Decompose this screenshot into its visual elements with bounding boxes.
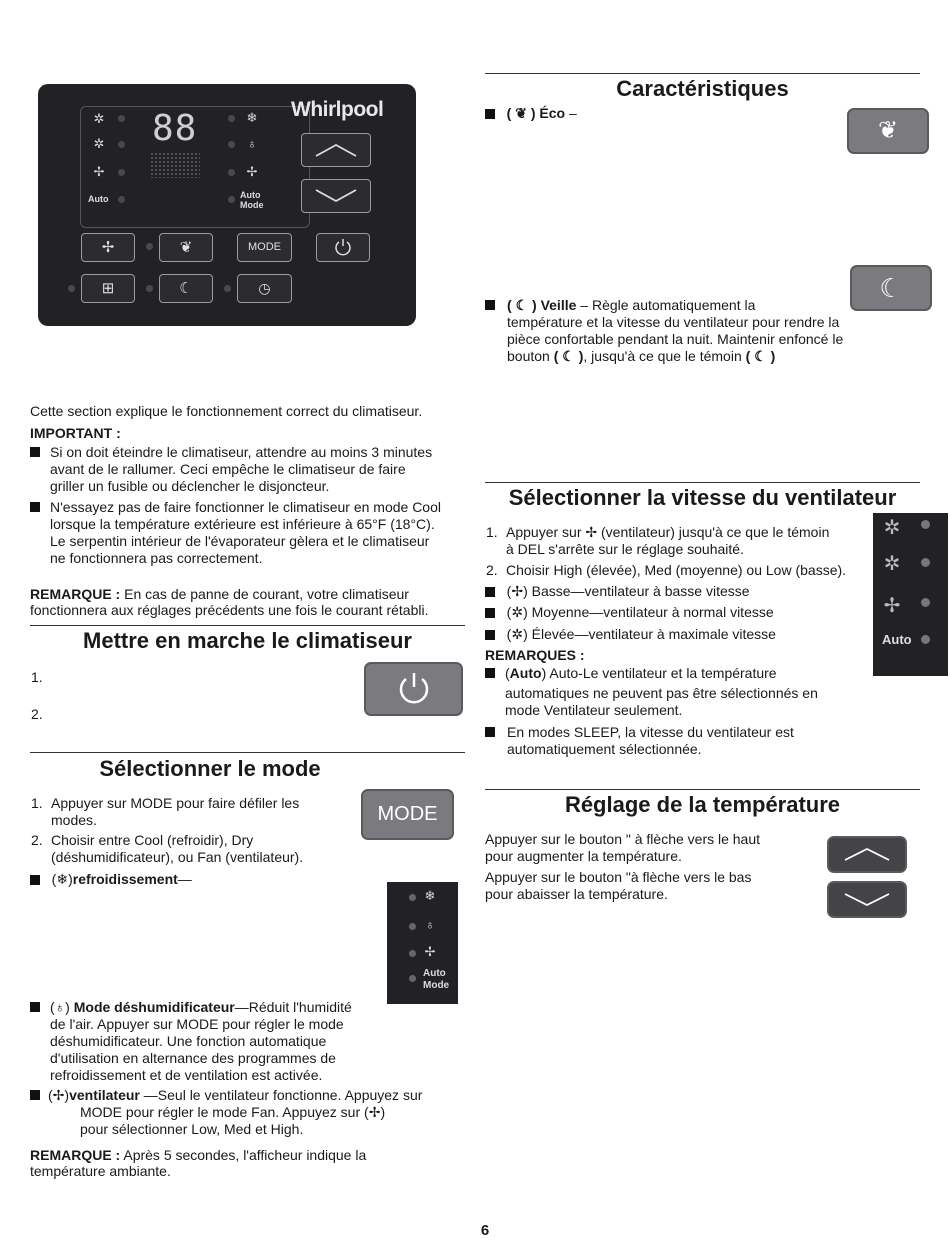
bullet-line: avant de le rallumer. Ceci empêche le climatiseur de faire xyxy=(50,461,406,477)
sleep-label: Veille xyxy=(540,297,577,313)
dry-mode-icon: ♁ xyxy=(425,917,435,932)
moon-icon: ☾ xyxy=(562,348,575,364)
mode-button-image: MODE xyxy=(361,789,454,840)
eco-item: ( ❦ ) Éco – xyxy=(485,105,577,122)
dry-label: Mode déshumidificateur xyxy=(73,999,235,1015)
panel-timer-button[interactable] xyxy=(237,274,292,303)
power-icon xyxy=(395,670,433,708)
leaf-icon: ❦ xyxy=(877,117,899,144)
note-text: En cas de panne de courant, votre climatiseur xyxy=(120,586,409,602)
display-dot-matrix xyxy=(150,152,200,178)
fan-speed-section-title: Sélectionner la vitesse du ventilateur xyxy=(508,485,897,510)
fan-icon: ✢ xyxy=(585,524,598,540)
leaf-icon: ❦ xyxy=(179,239,193,256)
note-label: REMARQUE : xyxy=(30,1147,121,1163)
fan-low-icon: ✢ xyxy=(883,595,901,617)
panel-fan-button[interactable] xyxy=(81,233,135,262)
brand-logo: Whirlpool xyxy=(291,98,384,121)
bullet-line: griller un fusible ou déclencher le disjoncteur. xyxy=(50,478,330,494)
filter-icon: ⊞ xyxy=(101,280,115,297)
display-note-line2: température ambiante. xyxy=(30,1163,171,1179)
control-panel-image xyxy=(38,84,416,326)
timer-icon: ◷ xyxy=(258,280,271,296)
dry-mode-icon: ♁ xyxy=(247,136,257,151)
fan-high-icon: ✲ xyxy=(511,626,524,642)
mode-step-1-line: Appuyer sur MODE pour faire défiler les xyxy=(51,795,300,811)
mode-step-2-line: (déshumidificateur), ou Fan (ventilateur). xyxy=(51,849,304,865)
power-note-line2: fonctionnera aux réglages précédents une fois le courant rétabli. xyxy=(30,602,429,618)
auto-mode-label-1: Auto xyxy=(240,190,261,200)
panel-sleep-button[interactable] xyxy=(159,274,213,303)
eco-button-image xyxy=(847,108,929,154)
eco-label: Éco xyxy=(539,105,566,121)
start-step-2: 2. xyxy=(31,706,43,722)
mode-indicator-image: ❄ ♁ ✢ Auto Mode xyxy=(387,882,458,1004)
fan-mode-icon: ✢ xyxy=(246,164,258,179)
cool-label: refroidissement xyxy=(72,871,178,887)
page-number: 6 xyxy=(480,1222,490,1239)
fan-low-icon: ✢ xyxy=(511,583,524,599)
fan-low-icon: ✢ xyxy=(93,164,105,179)
intro-text: Cette section explique le fonctionnement correct du climatiseur. xyxy=(30,403,423,419)
temperature-display: 88 xyxy=(152,108,198,149)
bullet-line: lorsque la température extérieure est inférieure à 65°F (18°C). xyxy=(50,516,435,532)
start-step-1: 1. xyxy=(31,669,43,685)
temperature-section-title: Réglage de la température xyxy=(564,792,841,817)
snowflake-icon: ❄ xyxy=(246,110,258,125)
mode-section-title: Sélectionner le mode xyxy=(99,756,321,781)
moon-icon: ☾ xyxy=(179,280,193,297)
chevron-up-icon xyxy=(313,139,359,161)
fan-icon: ✢ xyxy=(101,239,115,256)
snowflake-icon: ❄ xyxy=(56,871,69,887)
chevron-down-icon xyxy=(842,889,892,911)
panel-power-button[interactable] xyxy=(316,233,370,262)
power-note xyxy=(30,586,409,603)
bullet-line: Si on doit éteindre le climatiseur, attendre au moins 3 minutes xyxy=(50,444,433,460)
fan-med-icon: ✲ xyxy=(511,604,524,620)
important-label: IMPORTANT : xyxy=(30,425,121,441)
panel-mode-button[interactable]: MODE xyxy=(237,233,292,262)
bullet-line: ne fonctionnera pas correctement. xyxy=(50,550,263,566)
auto-mode-label-2: Mode xyxy=(240,200,264,210)
power-icon xyxy=(333,237,353,257)
features-section-title: Caractéristiques xyxy=(616,76,789,101)
fan-med-icon: ✲ xyxy=(93,136,105,151)
bullet-line: Le serpentin intérieur de l'évaporateur gèlera et le climatiseur xyxy=(50,533,430,549)
start-section-title: Mettre en marche le climatiseur xyxy=(83,628,412,653)
cool-mode-item: (❄)refroidissement— xyxy=(30,871,192,888)
fan-icon: ✢ xyxy=(368,1104,381,1120)
fan-speed-indicator-image: ✲ ✲ ✢ Auto xyxy=(873,513,948,676)
fan-notes-label: REMARQUES : xyxy=(485,647,585,663)
bullet-line: N'essayez pas de faire fonctionner le climatiseur en mode Cool xyxy=(50,499,441,515)
sleep-button-image xyxy=(850,265,932,311)
fan-label: ventilateur xyxy=(69,1087,140,1103)
fan-icon: ✢ xyxy=(52,1087,65,1103)
auto-label: Auto xyxy=(88,194,109,204)
display-note: REMARQUE : Après 5 secondes, l'afficheur indique la xyxy=(30,1147,367,1163)
panel-down-button[interactable] xyxy=(301,179,371,213)
up-button-image xyxy=(827,836,907,873)
mode-step-2-line: Choisir entre Cool (refroidir), Dry xyxy=(51,832,254,848)
fan-mode-icon: ✢ xyxy=(424,944,436,959)
mode-step-1-line: modes. xyxy=(51,812,97,828)
snowflake-icon: ❄ xyxy=(424,888,436,903)
fan-high-item: (✲) Élevée—ventilateur à maximale vitesse xyxy=(485,626,776,643)
moon-icon: ☾ xyxy=(879,273,903,303)
panel-filter-button[interactable] xyxy=(81,274,135,303)
down-button-image xyxy=(827,881,907,918)
fan-low-item: (✢) Basse—ventilateur à basse vitesse xyxy=(485,583,750,600)
panel-eco-button[interactable] xyxy=(159,233,213,262)
panel-up-button[interactable] xyxy=(301,133,371,167)
chevron-up-icon xyxy=(842,844,892,866)
chevron-down-icon xyxy=(313,185,359,207)
fan-med-icon: ✲ xyxy=(883,553,901,575)
note-label: REMARQUE : xyxy=(30,586,121,602)
moon-icon: ☾ xyxy=(754,348,767,364)
moon-icon: ☾ xyxy=(515,297,529,313)
fan-med-item: (✲) Moyenne—ventilateur à normal vitesse xyxy=(485,604,774,621)
fan-high-icon: ✲ xyxy=(93,111,105,126)
dry-mode-icon: ♁ xyxy=(54,999,66,1015)
leaf-icon: ❦ xyxy=(515,105,527,121)
fan-high-icon: ✲ xyxy=(883,517,901,539)
power-button-image xyxy=(364,662,463,716)
